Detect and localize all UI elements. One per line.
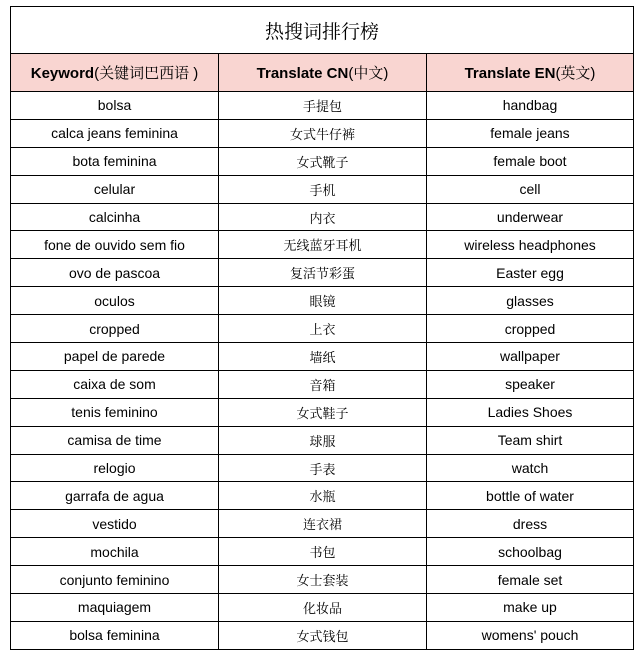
translate-cn-cell: 上衣: [219, 315, 427, 343]
hot-search-ranking-table: [10, 6, 634, 650]
table-row: [11, 370, 634, 398]
translate-cn-cell: 水瓶: [219, 482, 427, 510]
keyword-cell: cropped: [11, 315, 219, 343]
header-keyword-main: Keyword: [30, 65, 95, 82]
translate-en-cell: dress: [427, 510, 634, 538]
translate-cn-cell: 复活节彩蛋: [219, 259, 427, 287]
keyword-cell: oculos: [11, 287, 219, 315]
keyword-cell: maquiagem: [11, 594, 219, 622]
table-row: [11, 287, 634, 315]
translate-en-cell: Ladies Shoes: [427, 398, 634, 426]
table-row: [11, 398, 634, 426]
keyword-cell: vestido: [11, 510, 219, 538]
translate-cn-cell: 内衣: [219, 203, 427, 231]
translate-en-cell: schoolbag: [427, 538, 634, 566]
table-row: [11, 426, 634, 454]
translate-cn-cell: 手机: [219, 175, 427, 203]
table-row: [11, 203, 634, 231]
translate-cn-cell: 音箱: [219, 370, 427, 398]
keyword-cell: bolsa: [11, 92, 219, 120]
translate-en-cell: handbag: [427, 92, 634, 120]
header-translate-en: [427, 54, 634, 92]
header-cn-main: Translate CN: [256, 65, 349, 82]
keyword-cell: celular: [11, 175, 219, 203]
translate-en-cell: speaker: [427, 370, 634, 398]
translate-cn-cell: 女式靴子: [219, 147, 427, 175]
translate-cn-cell: 女式钱包: [219, 621, 427, 649]
translate-en-cell: womens' pouch: [427, 621, 634, 649]
table-row: [11, 259, 634, 287]
table-row: [11, 594, 634, 622]
translate-en-cell: cropped: [427, 315, 634, 343]
translate-cn-cell: 手表: [219, 454, 427, 482]
keyword-cell: mochila: [11, 538, 219, 566]
table-row: [11, 92, 634, 120]
header-translate-cn: [219, 54, 427, 92]
table-row: [11, 454, 634, 482]
table-title: 热搜词排行榜: [11, 7, 634, 54]
translate-cn-cell: 眼镜: [219, 287, 427, 315]
translate-en-cell: female set: [427, 566, 634, 594]
keyword-cell: caixa de som: [11, 370, 219, 398]
table-row: [11, 231, 634, 259]
translate-en-cell: Easter egg: [427, 259, 634, 287]
keyword-cell: relogio: [11, 454, 219, 482]
table-row: [11, 538, 634, 566]
translate-cn-cell: 球服: [219, 426, 427, 454]
translate-en-cell: wallpaper: [427, 343, 634, 371]
header-keyword: [11, 54, 219, 92]
table-row: [11, 566, 634, 594]
translate-en-cell: watch: [427, 454, 634, 482]
translate-cn-cell: 化妆品: [219, 594, 427, 622]
header-row: [11, 54, 634, 92]
translate-cn-cell: 女式鞋子: [219, 398, 427, 426]
translate-cn-cell: 连衣裙: [219, 510, 427, 538]
translate-cn-cell: 墙纸: [219, 343, 427, 371]
table-row: [11, 315, 634, 343]
keyword-cell: papel de parede: [11, 343, 219, 371]
header-en-main: Translate EN: [464, 65, 556, 82]
translate-en-cell: female jeans: [427, 119, 634, 147]
keyword-cell: calca jeans feminina: [11, 119, 219, 147]
keyword-cell: camisa de time: [11, 426, 219, 454]
translate-en-cell: cell: [427, 175, 634, 203]
translate-cn-cell: 无线蓝牙耳机: [219, 231, 427, 259]
translate-en-cell: bottle of water: [427, 482, 634, 510]
translate-cn-cell: 书包: [219, 538, 427, 566]
translate-cn-cell: 女士套装: [219, 566, 427, 594]
keyword-cell: bota feminina: [11, 147, 219, 175]
keyword-cell: ovo de pascoa: [11, 259, 219, 287]
translate-en-cell: wireless headphones: [427, 231, 634, 259]
keyword-cell: conjunto feminino: [11, 566, 219, 594]
table-row: [11, 621, 634, 649]
table-body: [11, 92, 634, 650]
title-row: [11, 7, 634, 54]
header-cn-sub: (中文): [348, 65, 389, 82]
translate-en-cell: glasses: [427, 287, 634, 315]
translate-cn-cell: 手提包: [219, 92, 427, 120]
keyword-cell: calcinha: [11, 203, 219, 231]
keyword-cell: tenis feminino: [11, 398, 219, 426]
table-row: [11, 510, 634, 538]
translate-en-cell: Team shirt: [427, 426, 634, 454]
table-row: [11, 482, 634, 510]
table-row: [11, 147, 634, 175]
translate-en-cell: make up: [427, 594, 634, 622]
keyword-cell: garrafa de agua: [11, 482, 219, 510]
keyword-cell: bolsa feminina: [11, 621, 219, 649]
table-row: [11, 343, 634, 371]
keyword-cell: fone de ouvido sem fio: [11, 231, 219, 259]
translate-cn-cell: 女式牛仔裤: [219, 119, 427, 147]
header-keyword-sub: (关键词巴西语 ): [94, 65, 199, 82]
table-row: [11, 119, 634, 147]
translate-en-cell: female boot: [427, 147, 634, 175]
table-row: [11, 175, 634, 203]
translate-en-cell: underwear: [427, 203, 634, 231]
header-en-sub: (英文): [555, 65, 596, 82]
